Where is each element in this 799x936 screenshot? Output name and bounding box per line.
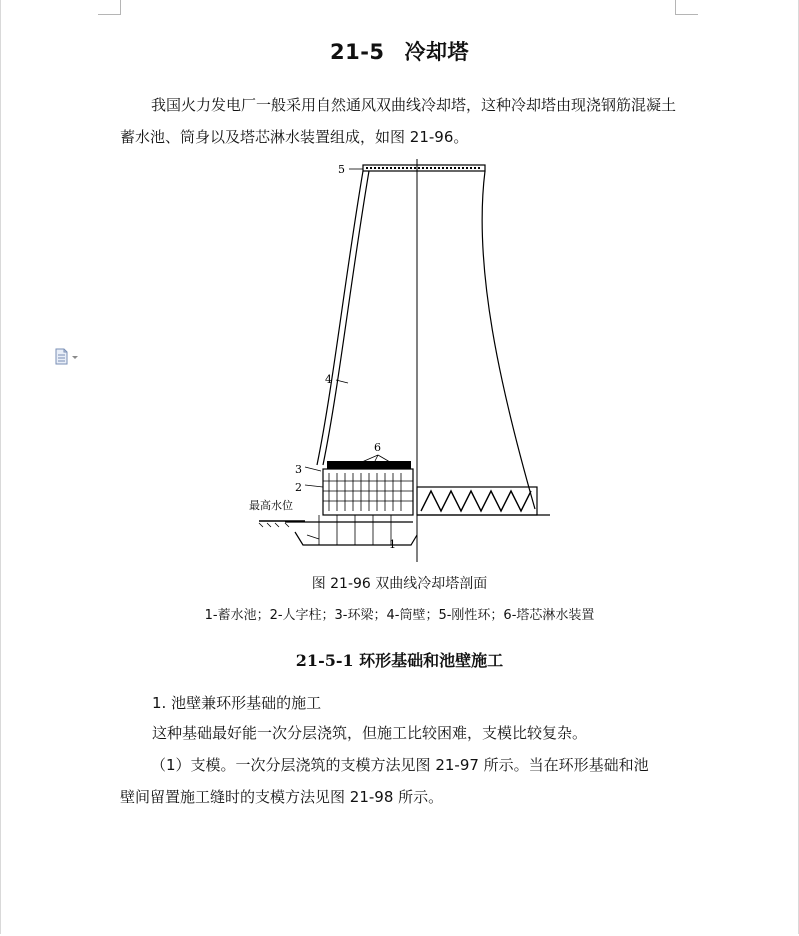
water-basin — [295, 532, 417, 545]
subitem-paragraph — [120, 749, 680, 813]
shell-wall-right — [482, 171, 535, 509]
figure-legend: 1-蓄水池；2-人字柱；3-环梁；4-筒壁；5-刚性环；6-塔芯淋水装置 — [204, 608, 595, 623]
label-4: 4 — [325, 373, 332, 386]
label-2: 2 — [295, 481, 302, 494]
fill-structure — [323, 469, 413, 515]
label-5: 5 — [338, 163, 345, 176]
label-water-level: 最高水位 — [249, 499, 293, 512]
title-number: 21-5 — [329, 40, 385, 64]
margin-corner-top-left — [98, 0, 121, 15]
title-text: 冷却塔 — [404, 40, 470, 64]
label-6: 6 — [374, 441, 381, 454]
figure-caption: 图 21-96 双曲线冷却塔剖面 — [311, 576, 488, 592]
shell-wall-left — [317, 171, 363, 465]
subitem-line-1: （1）支模。一次分层浇筑的支模方法见图 21-97 所示。当在环形基础和池 — [151, 756, 649, 774]
list-item: 1. 池壁兼环形基础的施工 — [152, 694, 322, 712]
x-columns — [417, 487, 537, 515]
subitem-line-2: 壁间留置施工缝时的支模方法见图 21-98 所示。 — [120, 788, 444, 806]
cooling-tower-figure — [245, 157, 555, 567]
item-text: 这种基础最好能一次分层浇筑，但施工比较困难，支模比较复杂。 — [152, 724, 588, 742]
document-icon[interactable] — [54, 348, 82, 366]
section-heading: 21-5-1 环形基础和池壁施工 — [295, 651, 504, 670]
label-1: 1 — [389, 538, 396, 551]
page-title — [0, 36, 799, 66]
margin-corner-top-right — [675, 0, 698, 15]
intro-paragraph: 我国火力发电厂一般采用自然通风双曲线冷却塔，这种冷却塔由现浇钢筋混凝土蓄水池、筒身以及塔芯淋水装置组成，如图 21-96。 — [120, 96, 677, 146]
label-3: 3 — [295, 463, 302, 476]
